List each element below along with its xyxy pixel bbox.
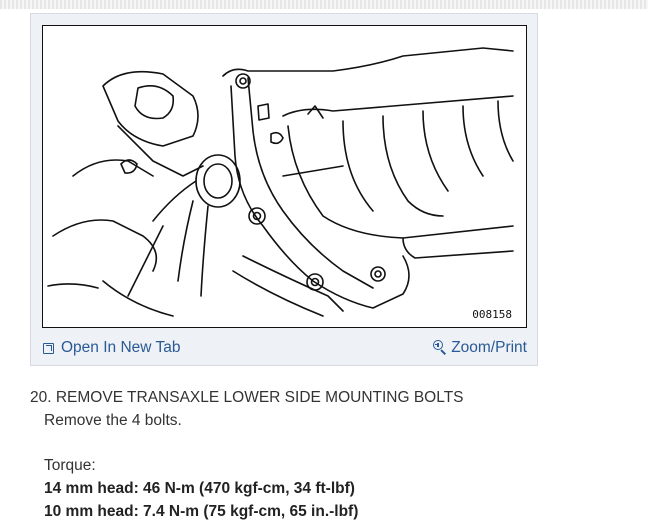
torque-spec-10mm: 10 mm head: 7.4 N-m (75 kgf-cm, 65 in.-lbf) [44, 503, 359, 520]
repair-illustration[interactable] [42, 25, 527, 328]
figure-code: 008158 [472, 308, 512, 321]
open-in-new-tab-label: Open In New Tab [61, 339, 181, 356]
torque-label: Torque: [44, 457, 96, 474]
transaxle-drawing [43, 26, 527, 328]
zoom-print-link[interactable] [433, 339, 527, 357]
zoom-magnifier-icon [433, 340, 449, 356]
step-instruction: Remove the 4 bolts. [44, 412, 182, 429]
top-divider-stripe [0, 0, 648, 9]
figure-card [30, 13, 538, 366]
zoom-print-label: Zoom/Print [451, 339, 527, 356]
torque-spec-14mm: 14 mm head: 46 N-m (470 kgf-cm, 34 ft-lbf) [44, 480, 355, 497]
figure-actions [31, 336, 537, 362]
open-in-new-tab-link[interactable] [43, 339, 180, 357]
step-heading: 20. REMOVE TRANSAXLE LOWER SIDE MOUNTING BOLTS [30, 389, 464, 406]
open-in-new-tab-icon [43, 343, 54, 354]
